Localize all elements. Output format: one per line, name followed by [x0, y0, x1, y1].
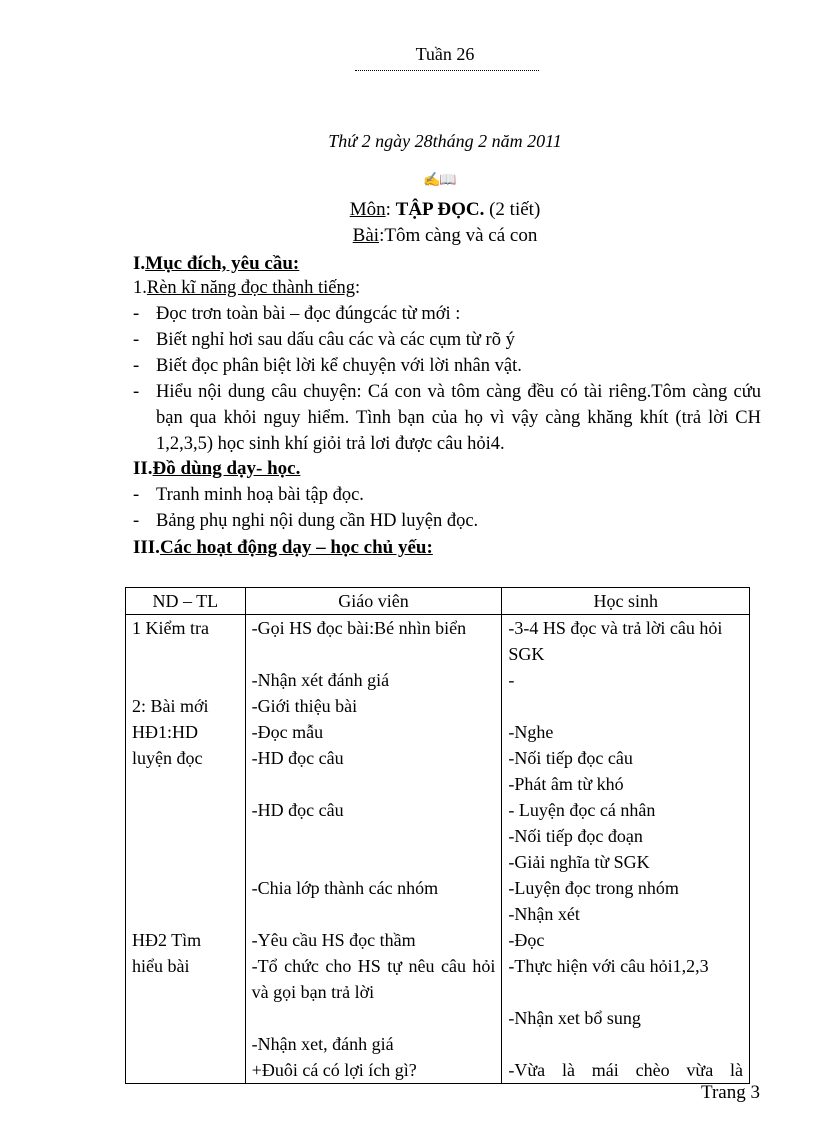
table-row: HĐ2 Tìm -Yêu cầu HS đọc thầm -Đọc: [126, 927, 750, 953]
section-1-heading: I.Mục đích, yêu cầu:: [133, 253, 300, 274]
material-item: Tranh minh hoạ bài tập đọc.: [156, 485, 364, 505]
lesson-line: [0, 225, 816, 247]
material-item: Bảng phụ nghi nội dung cần HD luyện đọc.: [156, 511, 479, 531]
subject-line: Môn: TẬP ĐỌC. (2 tiết): [349, 199, 541, 220]
section-3-heading: III.Các hoạt động dạy – học chủ yếu:: [133, 537, 433, 558]
table-row: -Nhận xét đánh giá -: [126, 667, 750, 693]
table-row: -HD đọc câu - Luyện đọc cá nhân: [126, 797, 750, 823]
week-divider: [355, 70, 539, 71]
lesson-activity-table: [125, 587, 750, 1084]
subject-label: Môn: [349, 199, 386, 220]
table-row: -Giải nghĩa từ SGK: [126, 849, 750, 875]
lesson-title: :Tôm càng và cá con: [379, 225, 538, 246]
bullet-mark: -: [133, 304, 140, 324]
table-row: -Nhận xét: [126, 901, 750, 927]
table-row: -Nhận xet, đánh giá: [126, 1031, 750, 1057]
table-row: -Nhận xet bổ sung: [126, 1005, 750, 1031]
section-1-subheading: 1.Rèn kĩ năng đọc thành tiếng:: [133, 278, 361, 298]
week-title: Tuần 26: [415, 44, 475, 64]
objective-item: Hiểu nội dung câu chuyện: Cá con và tôm càng đều có tài riêng.Tôm càng cứu bạn qua khỏi nguy hiểm. Tình bạn của họ vì vậy càng khăng khít (trả lời CH 1,2,3,5) học sinh khí giỏi trả lơi được câu hỏi4.: [156, 382, 761, 454]
table-row: 2: Bài mới -Giới thiệu bài: [126, 693, 750, 719]
table-row: hiểu bài -Tổ chức cho HS tự nêu câu hỏi và gọi bạn trả lời -Thực hiện với câu hỏi1,2,3: [126, 953, 750, 1005]
table-row: -Nối tiếp đọc đoạn: [126, 823, 750, 849]
bullet-mark: -: [133, 330, 140, 350]
table-row: -Chia lớp thành các nhóm -Luyện đọc trong nhóm: [126, 875, 750, 901]
column-header: ND – TL: [126, 588, 246, 615]
column-header: Giáo viên: [245, 588, 502, 615]
section-2-heading: II.Đồ dùng dạy- học.: [133, 458, 301, 479]
objective-item: Đọc trơn toàn bài – đọc đúngcác từ mới :: [156, 304, 461, 324]
table-row: +Đuôi cá có lợi ích gì? -Vừa là mái chèo vừa là: [126, 1057, 750, 1084]
table-row: luyện đọc -HD đọc câu -Nối tiếp đọc câu: [126, 745, 750, 771]
page-number: Trang 3: [701, 1082, 760, 1103]
lesson-date: Thứ 2 ngày 28tháng 2 năm 2011: [328, 131, 562, 151]
objective-item: Biết nghỉ hơi sau dấu câu các và các cụm từ rõ ý: [156, 330, 515, 350]
bullet-mark: -: [133, 511, 140, 531]
pen-book-ornament-icon: ✍📖: [423, 173, 456, 188]
bullet-mark: -: [133, 356, 140, 376]
bullet-mark: -: [133, 382, 140, 402]
table-header-row: [126, 588, 750, 615]
lesson-label: Bài: [352, 225, 380, 246]
objective-item: Biết đọc phân biệt lời kể chuyện với lời nhân vật.: [156, 356, 522, 376]
bullet-mark: -: [133, 485, 140, 505]
table-row: 1 Kiểm tra -Gọi HS đọc bài:Bé nhìn biển -3-4 HS đọc và trả lời câu hỏi SGK: [126, 615, 750, 668]
table-row: -Phát âm từ khó: [126, 771, 750, 797]
subject-name: TẬP ĐỌC.: [395, 199, 485, 220]
table-row: HĐ1:HD -Đọc mẫu -Nghe: [126, 719, 750, 745]
subject-duration: (2 tiết): [484, 199, 541, 220]
column-header: Học sinh: [502, 588, 750, 615]
